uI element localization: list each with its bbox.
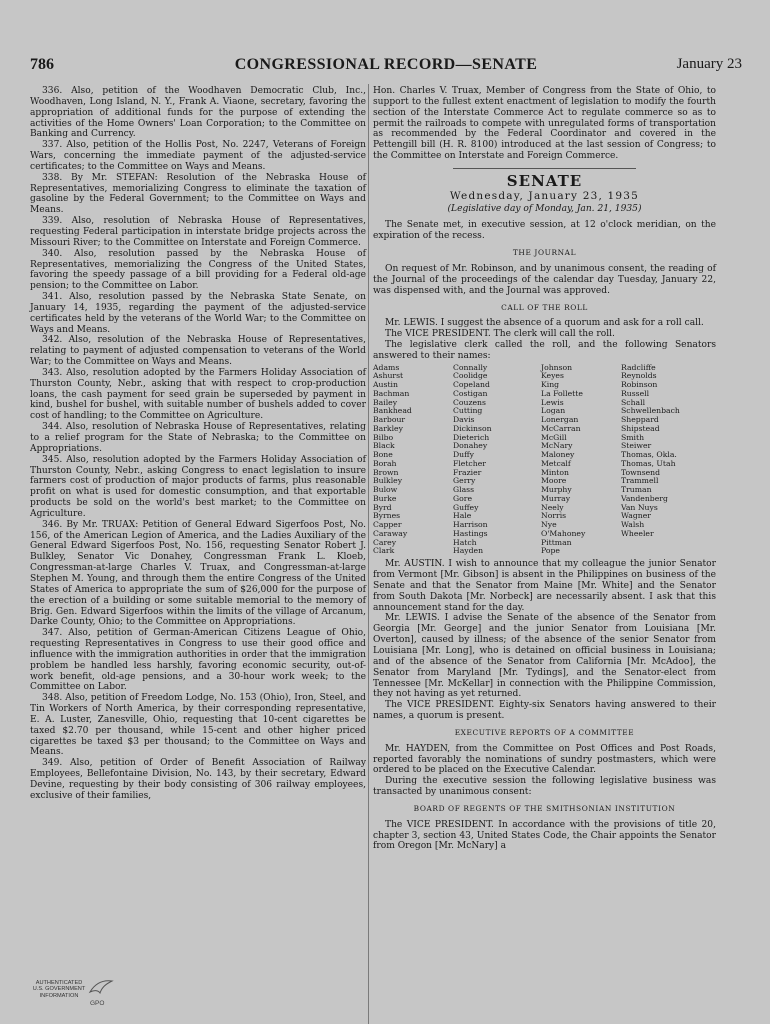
eagle-icon: [88, 978, 114, 998]
senator-name: Carey: [373, 537, 397, 547]
senator-name: Fletcher: [453, 458, 486, 468]
senator-name: Caraway: [373, 528, 408, 538]
roll-call-names: [373, 364, 716, 557]
senator-name: Lewis: [541, 397, 564, 407]
senator-name: Byrd: [373, 502, 392, 512]
left-column: [30, 86, 366, 802]
senator-name: Hale: [453, 511, 472, 521]
senator-name: Truman: [621, 485, 652, 495]
senator-name: Thomas, Okla.: [621, 450, 677, 460]
paragraph: Mr. LEWIS. I suggest the absence of a quorum and ask for a roll call.: [385, 318, 704, 329]
senator-name: Bilbo: [373, 432, 394, 442]
senator-name: Glass: [453, 485, 475, 495]
senator-name: Pittman: [541, 537, 572, 547]
senator-name: Moore: [541, 476, 567, 486]
paragraph: 346. By Mr. TRUAX: Petition of General Edward Sigerfoos Post, No. 156, of the American Legion of America, and the Ladies Auxiliary of the General Edward Sigerfoos Post, No. 156, requesting Senator Robert J. Bulkley, Senator Vic Donahey, Congressman Frank L. Kloeb, Congressman-at-large Charles V. Truax, and Congressman-at-large Stephen M. Young, and through them the entire Congress of the United States of America to appropriate the sum of $26,000 for the purpose of the erection of a building or some suitable memorial to the memory of Brig. Gen. Edward Sigerfoos within the limits of the village of Arcanum, Darke County, Ohio; to the Committee on Appropriations.: [30, 519, 366, 628]
senator-name: Smith: [621, 432, 645, 442]
senator-name: Minton: [541, 467, 569, 477]
paragraph: 337. Also, petition of the Hollis Post, No. 2247, Veterans of Foreign Wars, concerning the immediate payment of the adjusted-service certificates; to the Committee on Ways and Means.: [30, 140, 366, 172]
paragraph: 349. Also, petition of Order of Benefit Association of Railway Employees, Bellefontaine Division, No. 143, by their secretary, Edward Devine, requesting by their body consisting of 306 railway employees, exclusive of their families,: [30, 758, 366, 801]
paragraph: 341. Also, resolution passed by the Nebraska State Senate, on January 14, 1935, regarding the payment of the adjusted-service certificates held by the veterans of the World War; to the Committee on Ways and Means.: [30, 292, 366, 335]
senator-name: Nye: [541, 520, 557, 530]
senator-name: Pope: [541, 546, 560, 556]
senator-name: Metcalf: [541, 458, 571, 468]
logo-text: AUTHENTICATED U.S. GOVERNMENT INFORMATION: [32, 980, 86, 999]
names-column-2: [453, 364, 541, 557]
paragraph: The VICE PRESIDENT. In accordance with the provisions of title 20, chapter 3, section 43, United States Code, the Chair appoints the Senator from Oregon [Mr. McNary] a: [373, 819, 716, 852]
senator-name: Borah: [373, 458, 397, 468]
senator-name: Hayden: [453, 546, 484, 556]
senator-name: Barbour: [373, 415, 406, 425]
senator-name: Hastings: [453, 528, 488, 538]
senator-name: Walsh: [621, 520, 645, 530]
senator-name: Frazier: [453, 467, 482, 477]
paragraph: 344. Also, resolution of Nebraska House of Representatives, relating to a relief program for the State of Nebraska; to the Committee on Appropriations.: [30, 422, 366, 454]
subheading: BOARD OF REGENTS OF THE SMITHSONIAN INSTITUTION: [413, 803, 676, 813]
senator-name: Cutting: [453, 406, 483, 416]
paragraph: The legislative clerk called the roll, and the following Senators answered to their names:: [373, 340, 716, 361]
senator-name: Robinson: [621, 380, 658, 390]
paragraph: 336. Also, petition of the Woodhaven Democratic Club, Inc., Woodhaven, Long Island, N. Y., Frank A. Viaone, secretary, favoring the appropriation of additional funds for the purpose of extending the activities of the Home Owners' Loan Corporation; to the Committee on Banking and Currency.: [30, 86, 366, 140]
senator-name: McGill: [541, 432, 567, 442]
senator-name: Bachman: [373, 388, 410, 398]
senator-name: Duffy: [453, 450, 474, 460]
paragraph: During the executive session the following legislative business was transacted by unanimous consent:: [373, 776, 716, 798]
paragraph: 338. By Mr. STEFAN: Resolution of the Nebraska House of Representatives, memorializing Congress to eliminate the taxation of gasoline by the Federal Government; to the Committee on Ways and Means.: [30, 172, 366, 216]
subheading: EXECUTIVE REPORTS OF A COMMITTEE: [454, 727, 635, 737]
legislative-day: (Legislative day of Monday, Jan. 21, 1935): [447, 203, 642, 214]
senator-name: Schwellenbach: [621, 406, 680, 416]
senator-name: Reynolds: [621, 371, 657, 381]
senator-name: Adams: [373, 362, 400, 372]
senator-name: Johnson: [541, 362, 573, 372]
senator-name: Byrnes: [373, 511, 401, 521]
senator-name: Murray: [541, 493, 571, 503]
senator-name: Harrison: [453, 520, 488, 530]
gpo-mark: GPO: [90, 1000, 105, 1007]
paragraph: The Senate met, in executive session, at 12 o'clock meridian, on the expiration of the recess.: [373, 220, 716, 242]
senator-name: Burke: [373, 493, 397, 503]
senator-name: Dickinson: [453, 423, 492, 433]
senator-name: Vandenberg: [621, 493, 668, 503]
senator-name: Bulkley: [373, 476, 403, 486]
senator-name: O'Mahoney: [541, 528, 586, 538]
senator-name: Logan: [541, 406, 566, 416]
senator-name: Bone: [373, 450, 393, 460]
paragraph: Hon. Charles V. Truax, Member of Congress from the State of Ohio, to support to the fullest extent enactment of legislation to modify the fourth section of the Interstate Commerce Act to regulate commerce so as to permit the railroads to compete with unregulated forms of transportation as recommended by the Federal Coordinator and covered in the Pettengill bill (H. R. 8100) introduced at the last session of Congress; to the Committee on Interstate and Foreign Commerce.: [373, 86, 716, 162]
senator-name: Sheppard: [621, 415, 659, 425]
senator-name: Thomas, Utah: [621, 458, 676, 468]
senator-name: Townsend: [621, 467, 661, 477]
senator-name: Trammell: [621, 476, 659, 486]
senator-name: Connally: [453, 362, 488, 372]
senator-name: Donahey: [453, 441, 488, 451]
senator-name: Schall: [621, 397, 646, 407]
senator-name: Steiwer: [621, 441, 652, 451]
senator-name: Bulow: [373, 485, 398, 495]
senator-name: Clark: [373, 546, 395, 556]
section-rule: [453, 168, 636, 169]
paragraph: 347. Also, petition of German-American Citizens League of Ohio, requesting Representatives in Congress to use their good office and influence with the immigration authorities in order that the immigration problem be handled less harshly, favoring economic security, out-of-work benefit, old-age pensions, and a 30-hour work week; to the Committee on Labor.: [30, 628, 366, 693]
senator-name: Barkley: [373, 423, 403, 433]
senator-name: Shipstead: [621, 423, 660, 433]
senator-name: McCarran: [541, 423, 581, 433]
page-title: CONGRESSIONAL RECORD—SENATE: [234, 56, 538, 73]
paragraph: 345. Also, resolution adopted by the Farmers Holiday Association of Thurston County, Nebr., asking Congress to enact legislation to insure farmers cost of production of major products of farms, plus reasonable profit on what is used for domestic consumption, and that exportable products be sold on the world's best market; to the Committee on Agriculture.: [30, 454, 366, 519]
names-column-1: [373, 364, 453, 557]
subheading: THE JOURNAL: [512, 248, 577, 258]
session-date: Wednesday, January 23, 1935: [449, 189, 640, 202]
subheading: CALL OF THE ROLL: [501, 302, 588, 312]
names-column-4: [621, 364, 716, 557]
senator-name: Bankhead: [373, 406, 412, 416]
senator-name: Brown: [373, 467, 399, 477]
senator-name: Wagner: [621, 511, 651, 521]
names-column-3: [541, 364, 621, 557]
senator-name: Gerry: [453, 476, 476, 486]
senator-name: Neely: [541, 502, 564, 512]
page-header: [30, 56, 742, 80]
senator-name: Costigan: [453, 388, 488, 398]
senator-name: Lonergan: [541, 415, 579, 425]
senator-name: Dieterich: [453, 432, 490, 442]
senator-name: Hatch: [453, 537, 477, 547]
senator-name: Gore: [453, 493, 472, 503]
senator-name: Austin: [373, 380, 398, 390]
senator-name: King: [541, 380, 560, 390]
paragraph: Mr. LEWIS. I advise the Senate of the absence of the Senator from Georgia [Mr. George] and the junior Senator from Louisiana [Mr. Overton], caused by illness; of the absence of the senior Senator from Louisiana [Mr. Long], who is detained on official business in Louisiana; and of the absence of the Senator from California [Mr. McAdoo], the Senator from Maryland [Mr. Tydings], and the Senator-elect from Tennessee [Mr. McKellar] in connection with the Philippine Commission, they not having as yet returned.: [373, 613, 716, 700]
paragraph: Mr. AUSTIN. I wish to announce that my colleague the junior Senator from Vermont [Mr. Gibson] is absent in the Philippines on business of the Senate and that the Senator from Maine [Mr. White] and the Senator from South Dakota [Mr. Norbeck] are necessarily absent. I ask that this announcement stand for the day.: [373, 559, 716, 613]
paragraph: 340. Also, resolution passed by the Nebraska House of Representatives, memorializing the Congress of the United States, favoring the speedy passage of a bill providing for a Federal old-age pension; to the Committee on Labor.: [30, 248, 366, 292]
senator-name: Davis: [453, 415, 475, 425]
senator-name: Copeland: [453, 380, 490, 390]
paragraph: 339. Also, resolution of Nebraska House of Representatives, requesting Federal participation in interstate bridge projects across the Missouri River; to the Committee on Interstate and Foreign Commerce.: [30, 216, 366, 248]
right-column: [373, 86, 716, 852]
senator-name: Wheeler: [621, 528, 654, 538]
senator-name: Maloney: [541, 450, 575, 460]
column-divider: [368, 84, 369, 1024]
page-number: 786: [30, 56, 54, 73]
paragraph: 343. Also, resolution adopted by the Farmers Holiday Association of Thurston County, Nebr., asking that with respect to crop-production loans, the cash payment for seed grain be superseded by payment in kind, bushel for bushel, with suitable number of bushels added to cover cost of handling; to the Committee on Agriculture.: [30, 367, 366, 422]
senator-name: Coolidge: [453, 371, 488, 381]
senator-name: Radcliffe: [621, 362, 656, 372]
gpo-authentication-logo: [30, 978, 130, 1018]
senator-name: La Follette: [541, 388, 583, 398]
section-heading: SENATE: [506, 171, 583, 190]
senator-name: Keyes: [541, 371, 564, 381]
senator-name: Bailey: [373, 397, 398, 407]
paragraph: The VICE PRESIDENT. Eighty-six Senators having answered to their names, a quorum is present.: [373, 700, 716, 722]
page-date: January 23: [676, 56, 742, 72]
paragraph: Mr. HAYDEN, from the Committee on Post Offices and Post Roads, reported favorably the nominations of sundry postmasters, which were ordered to be placed on the Executive Calendar.: [373, 743, 716, 776]
senator-name: Black: [373, 441, 395, 451]
senator-name: Norris: [541, 511, 567, 521]
senator-name: Guffey: [453, 502, 479, 512]
paragraph: 342. Also, resolution of the Nebraska House of Representatives, relating to payment of adjusted compensation to veterans of the World War; to the Committee on Ways and Means.: [30, 335, 366, 368]
paragraph: The VICE PRESIDENT. The clerk will call the roll.: [385, 329, 615, 340]
senator-name: Couzens: [453, 397, 486, 407]
senator-name: Ashurst: [373, 371, 404, 381]
senator-name: Russell: [621, 388, 650, 398]
paragraph: On request of Mr. Robinson, and by unanimous consent, the reading of the Journal of the proceedings of the calendar day Tuesday, January 22, was dispensed with, and the Journal was approved.: [373, 263, 716, 296]
senator-name: Van Nuys: [621, 502, 658, 512]
paragraph: 348. Also, petition of Freedom Lodge, No. 153 (Ohio), Iron, Steel, and Tin Workers of North America, by their corresponding representative, E. A. Luster, Zanesville, Ohio, requesting that 10-cent cigarettes be taxed $2.70 per thousand, while 15-cent and other higher priced cigarettes be taxed $3 per thousand; to the Committee on Ways and Means.: [30, 693, 366, 758]
senator-name: Murphy: [541, 485, 572, 495]
senator-name: Capper: [373, 520, 402, 530]
senator-name: McNary: [541, 441, 573, 451]
